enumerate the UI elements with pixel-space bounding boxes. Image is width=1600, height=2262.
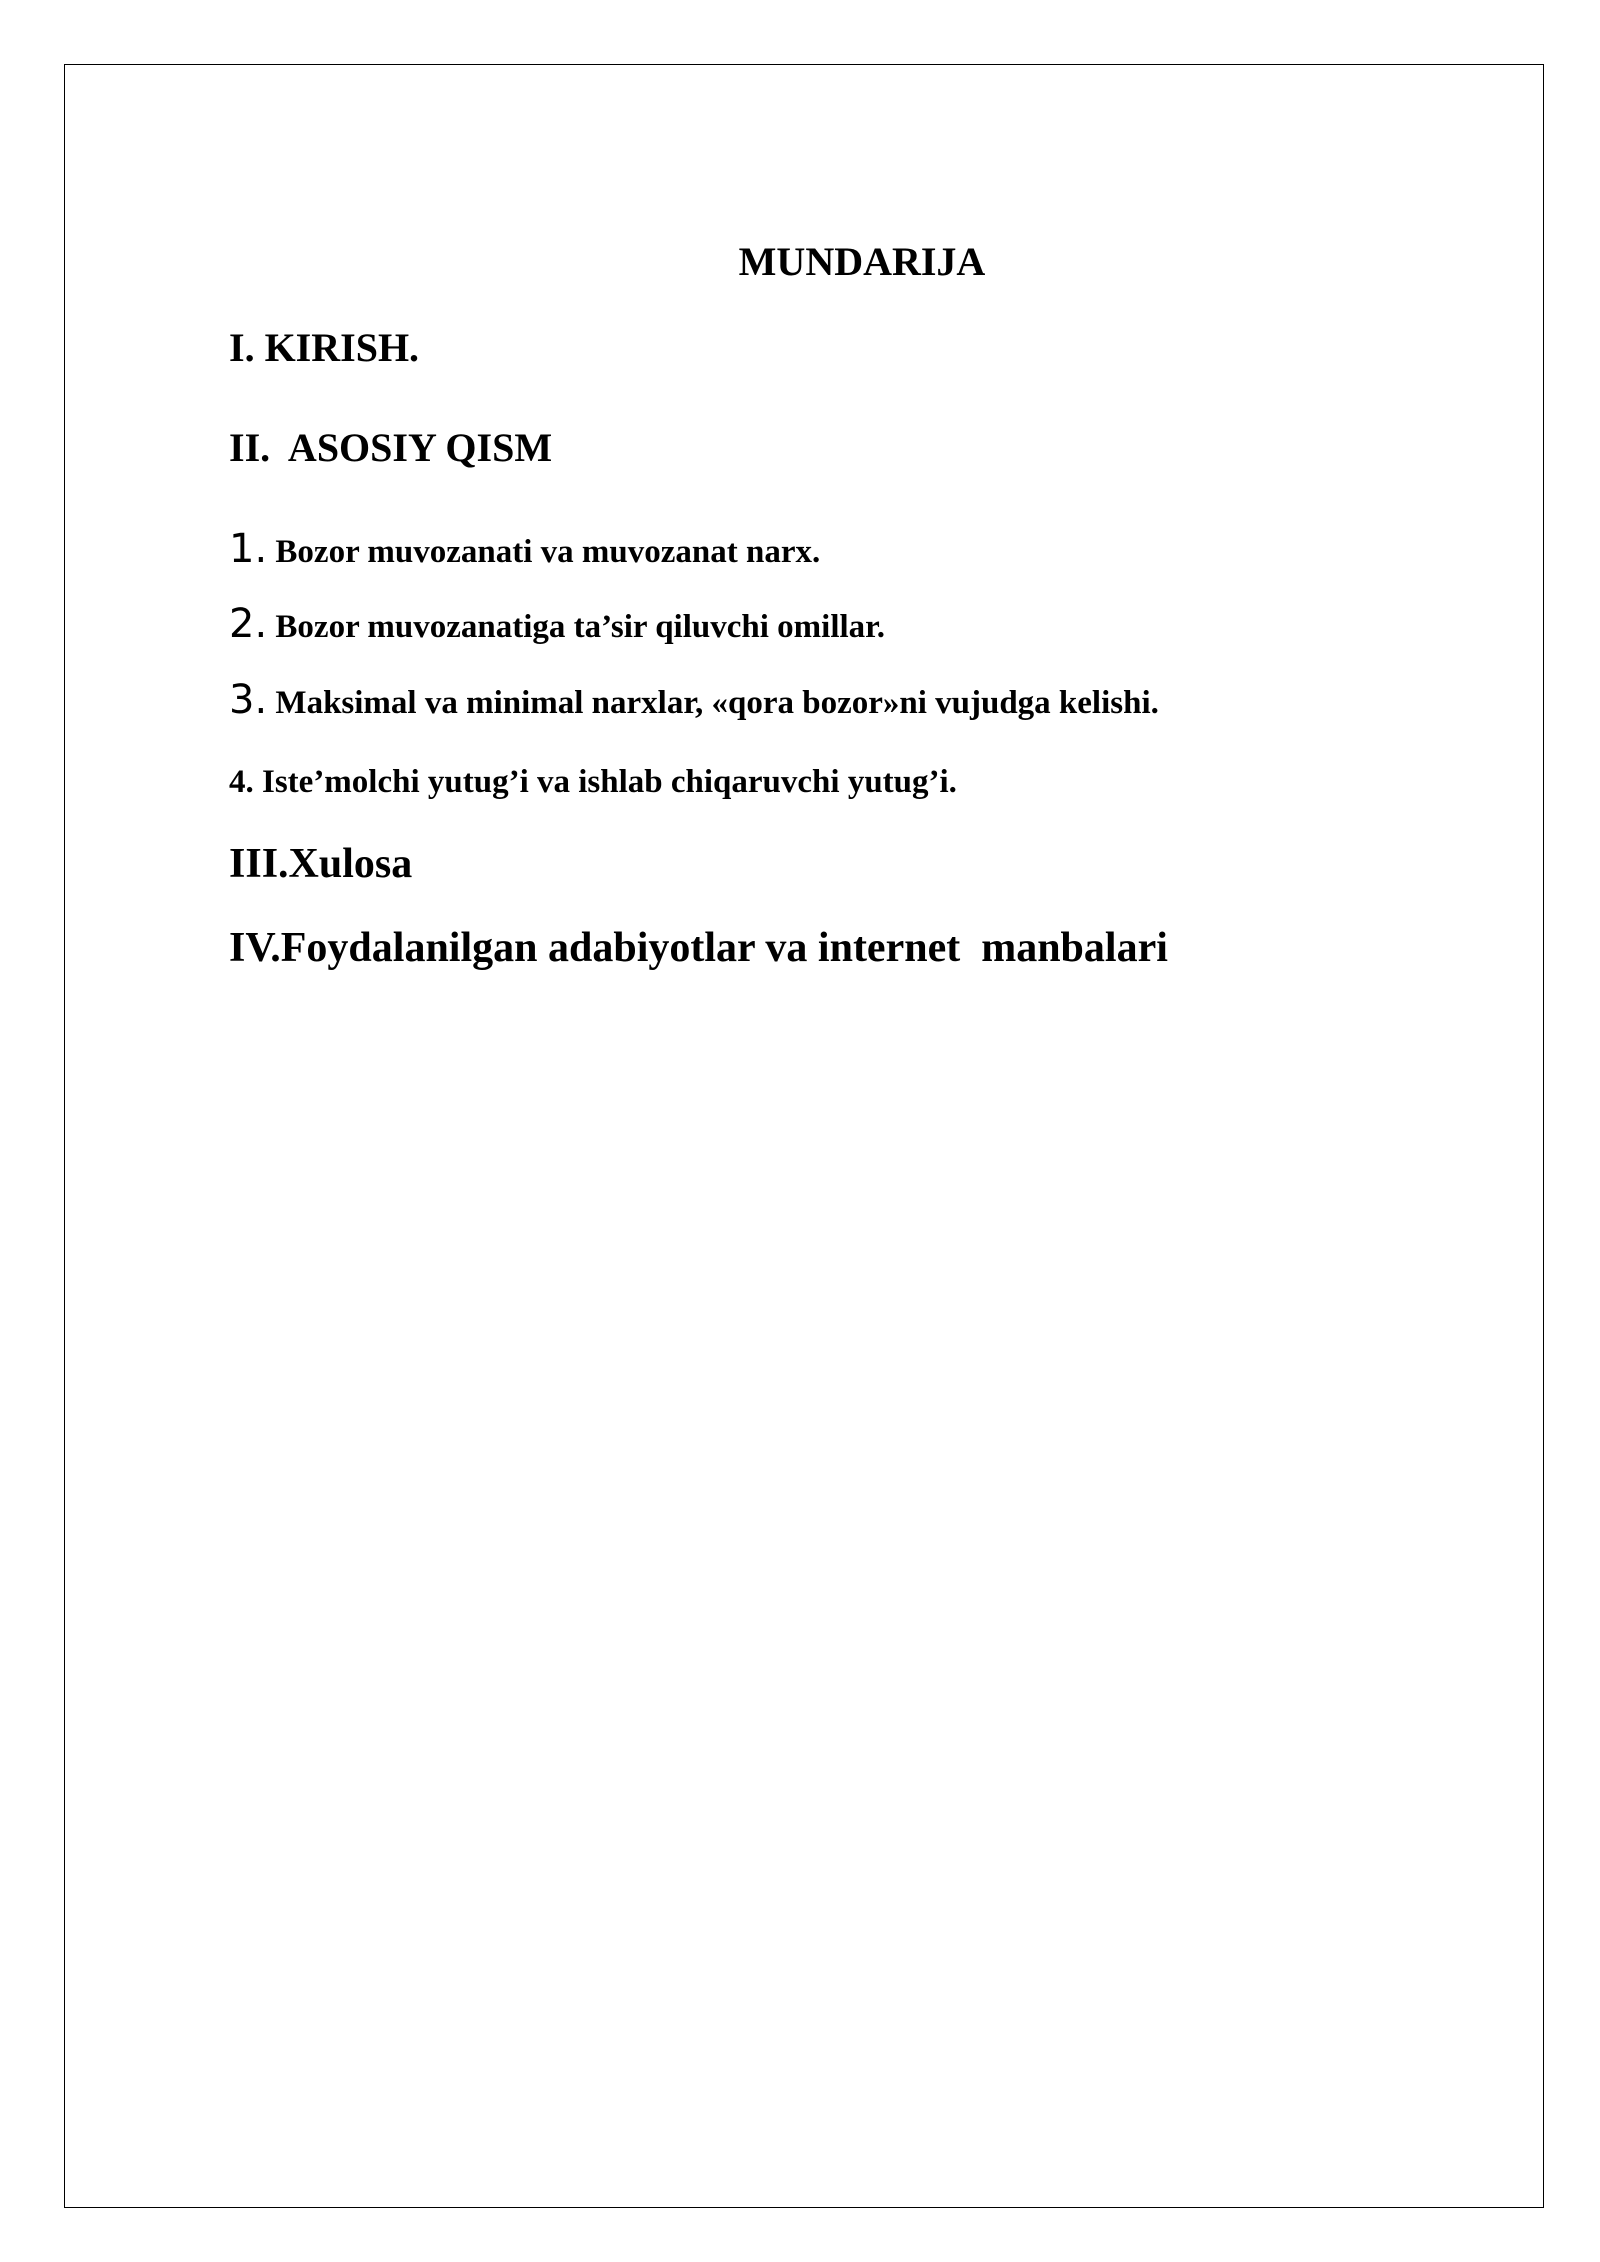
- toc-item-4: [229, 758, 957, 806]
- document-title: MUNDARIJA: [738, 239, 986, 284]
- toc-item-text: Maksimal va minimal narxlar, «qora bozor»ni vujudga kelishi.: [267, 685, 1159, 721]
- toc-item-number: 2.: [229, 601, 268, 647]
- page-border: [64, 64, 1544, 2208]
- toc-section-xulosa: III.Xulosa: [229, 841, 413, 887]
- toc-item-3: [229, 676, 1159, 727]
- toc-item-text: Iste’molchi yutug’i va ishlab chiqaruvchi yutug’i.: [253, 764, 957, 800]
- toc-item-2: [229, 600, 885, 651]
- toc-item-number: 1.: [229, 526, 268, 572]
- toc-item-text: Bozor muvozanatiga ta’sir qiluvchi omillar.: [267, 609, 886, 645]
- toc-section-adabiyotlar: IV.Foydalanilgan adabiyotlar va internet manbalari: [229, 925, 1168, 971]
- toc-item-1: [229, 525, 820, 576]
- toc-item-number: 3.: [229, 677, 268, 723]
- toc-section-kirish: I. KIRISH.: [229, 325, 420, 370]
- toc-item-text: Bozor muvozanati va muvozanat narx.: [267, 534, 821, 570]
- toc-item-number: 4.: [229, 764, 254, 800]
- toc-section-asosiy-qism: II. ASOSIY QISM: [229, 425, 553, 470]
